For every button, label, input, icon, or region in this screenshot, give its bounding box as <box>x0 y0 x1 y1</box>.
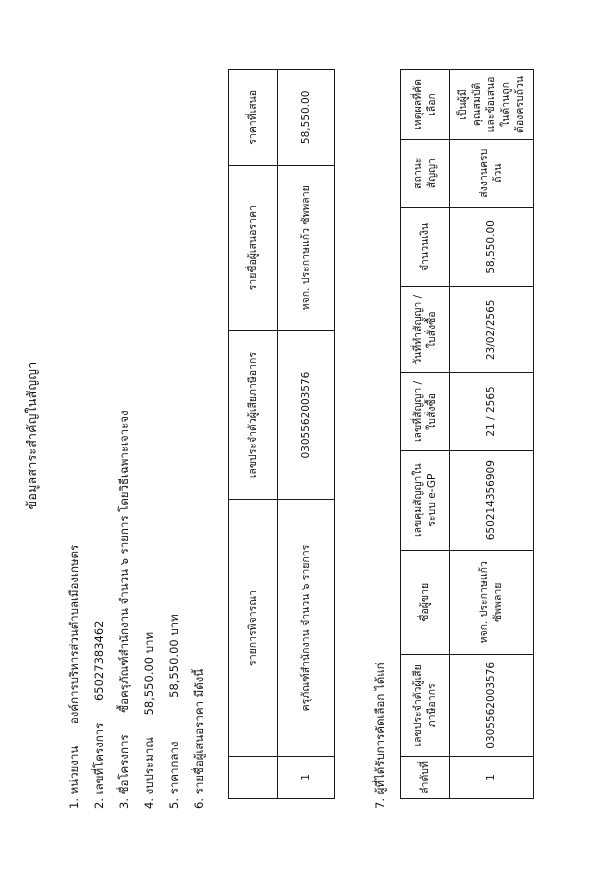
field-label: งบประมาณ <box>142 737 156 795</box>
field-label: หน่วยงาน <box>67 745 81 795</box>
field-number: 5. <box>167 798 181 809</box>
field-number: 3. <box>117 798 131 809</box>
cell-reason: เป็นผู้มีคุณสมบัติและข้อเสนอในด้านถูกต้องครบถ้วน <box>450 70 534 140</box>
field-number: 6. <box>192 798 206 809</box>
cell-bidder-name: หจก. ประกาษแก้ว ซัพพลาย <box>278 165 335 330</box>
cell-seller: หจก. ประกาษแก้ว ซัพพลาย <box>450 550 534 654</box>
col-header-reason: เหตุผลที่คัดเลือก <box>401 70 450 140</box>
col-header-description: รายการพิจารณา <box>229 500 278 756</box>
field-value: ซื้อครุภัณฑ์สำนักงาน จำนวน ๖ รายการ โดยวิธีเฉพาะเจาะจง <box>117 410 131 713</box>
field-label: รายชื่อผู้เสนอราคา มีดังนี้ <box>192 668 206 795</box>
col-header-status: สถานะสัญญา <box>401 139 450 207</box>
cell-egp-number: 650214356909 <box>450 450 534 550</box>
summary-fields <box>62 109 212 809</box>
cell-row-number: 1 <box>278 756 335 798</box>
col-header-blank <box>229 756 278 798</box>
col-header-egp-number: เลขคุมสัญญาในระบบ e-GP <box>401 450 450 550</box>
cell-contract-date: 23/02/2565 <box>450 287 534 373</box>
col-header-bidder-name: รายชื่อผู้เสนอราคา <box>229 165 278 330</box>
field-number: 1. <box>67 798 81 809</box>
cell-status: ส่งงานครบถ้วน <box>450 139 534 207</box>
field-row-project-name <box>112 109 137 809</box>
field-number: 2. <box>92 798 106 809</box>
winner-table <box>400 69 534 799</box>
table-row <box>450 70 534 799</box>
col-header-contract-number: เลขที่สัญญา / ใบสั่งซื้อ <box>401 373 450 450</box>
table-header-row <box>229 70 278 799</box>
col-header-seller: ชื่อผู้ขาย <box>401 550 450 654</box>
table-header-row <box>401 70 450 799</box>
field-value: 58,550.00 บาท <box>142 631 156 716</box>
cell-tax-id: 0305562003576 <box>278 330 335 500</box>
col-header-tax-id: เลขประจำตัวผู้เสียภาษีอากร <box>401 654 450 756</box>
col-header-contract-date: วันที่ทำสัญญา / ใบสั่งซื้อ <box>401 287 450 373</box>
col-header-order: ลำดับที่ <box>401 757 450 799</box>
cell-tax-id: 0305562003576 <box>450 654 534 756</box>
cell-description: ครุภัณฑ์สำนักงาน จำนวน ๖ รายการ <box>278 500 335 756</box>
field-row-agency <box>62 109 87 809</box>
field-label: เลขที่โครงการ <box>92 722 106 795</box>
field-value: 65027383462 <box>92 620 106 702</box>
table-row <box>278 70 335 799</box>
field-value: 58,550.00 บาท <box>167 614 181 698</box>
col-header-tax-id: เลขประจำตัวผู้เสียภาษีอากร <box>229 330 278 500</box>
page-title: ข้อมูลสาระสำคัญในสัญญา <box>24 361 39 510</box>
cell-order: 1 <box>450 757 534 799</box>
col-header-offered-price: ราคาที่เสนอ <box>229 70 278 166</box>
cell-amount: 58,550.00 <box>450 207 534 287</box>
field-number: 4. <box>142 798 156 809</box>
field-row-bidders-heading <box>187 109 212 809</box>
field-label: ชื่อโครงการ <box>117 734 131 795</box>
bidders-table <box>228 69 335 799</box>
section-7-label: 7. ผู้ที่ได้รับการคัดเลือก ได้แก่ <box>373 662 387 809</box>
cell-offered-price: 58,550.00 <box>278 70 335 166</box>
field-row-project-number <box>87 109 112 809</box>
col-header-amount: จำนวนเงิน <box>401 207 450 287</box>
winner-table-wrapper <box>400 69 534 799</box>
field-row-median-price <box>162 109 187 809</box>
cell-contract-number: 21 / 2565 <box>450 373 534 450</box>
field-label: ราคากลาง <box>167 741 181 795</box>
bidders-table-wrapper <box>228 69 335 799</box>
field-value: องค์การบริหารส่วนตำบลเมืองเกษตร <box>67 544 81 725</box>
field-row-budget <box>137 109 162 809</box>
